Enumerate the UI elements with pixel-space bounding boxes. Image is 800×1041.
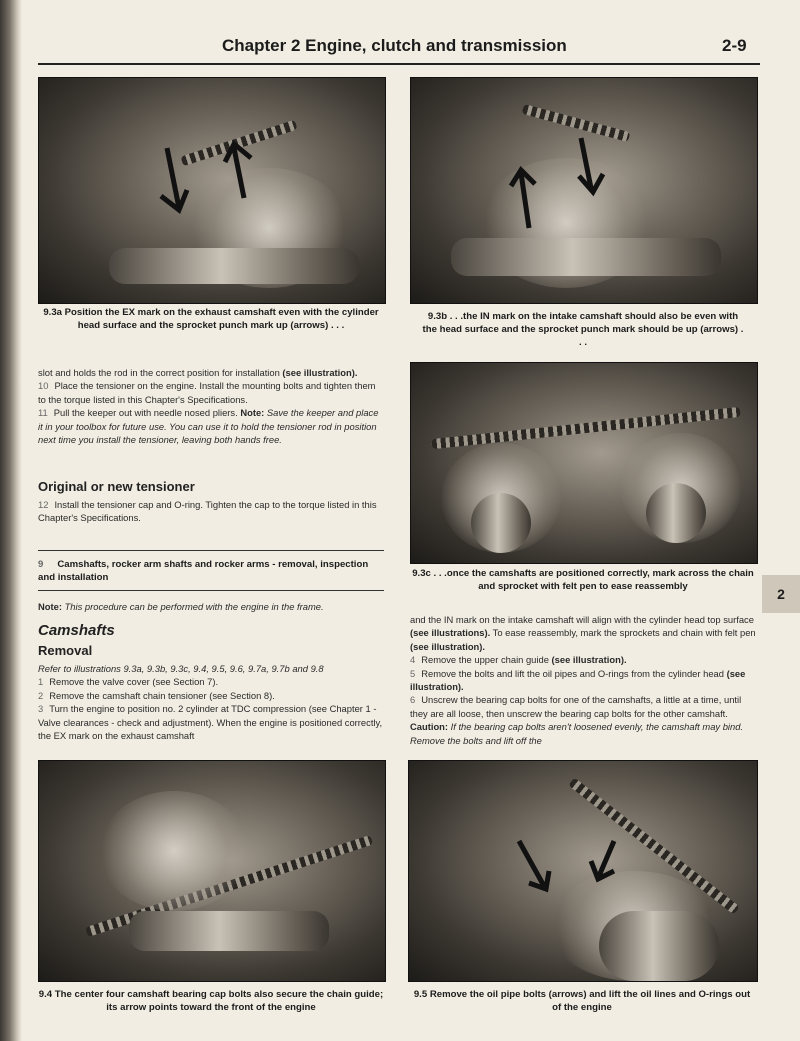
step-4-text: Remove the upper chain guide xyxy=(421,654,549,666)
para-10-num: 10 xyxy=(38,380,49,392)
right-text-block xyxy=(410,613,756,747)
right-cont-text: and the IN mark on the intake camshaft will align with the cylinder head top surface xyxy=(410,614,754,625)
right-cont-text2: To ease reassembly, mark the sprockets and chain with felt pen xyxy=(492,627,756,639)
para-11-num: 11 xyxy=(38,407,48,419)
heading-camshafts: Camshafts xyxy=(38,622,115,639)
para-11-note: Save the keeper and place it in your toolbox for future use. You can use it to hold the tensioner rod in position next time you install the tensioner, leaving both hands free. xyxy=(38,407,379,446)
step-6-num: 6 xyxy=(410,694,416,706)
right-cont-ref: (see illustrations). xyxy=(410,627,491,639)
step-3-num: 3 xyxy=(38,703,44,715)
procedure-note-text: This procedure can be performed with the engine in the frame. xyxy=(64,601,324,612)
left-text-block-1 xyxy=(38,366,384,446)
subhead-original-tensioner: Original or new tensioner xyxy=(38,479,195,494)
step-2-num: 2 xyxy=(38,689,44,701)
para-11-note-label: Note: xyxy=(240,407,265,419)
para-12 xyxy=(38,498,384,525)
arrows-overlay xyxy=(39,78,385,303)
photo-9-3c xyxy=(410,362,758,564)
step-5-num: 5 xyxy=(410,667,416,679)
section-9-num: 9 xyxy=(38,559,44,570)
section-rule-top xyxy=(38,550,384,551)
step-4-num: 4 xyxy=(410,654,416,666)
caption-9-3a: 9.3a Position the EX mark on the exhaust camshaft even with the cylinder head surface and the sprocket punch mark up (arrows) . . . xyxy=(43,307,379,331)
step-3-text: Turn the engine to position no. 2 cylinder at TDC compression (see Chapter 1 - Valve clearances - check and adjustment). When the engine is positioned correctly, the EX mark on the exhaust camshaft xyxy=(38,703,383,742)
removal-steps xyxy=(38,662,384,742)
para-cont-ref: (see illustration). xyxy=(282,367,358,378)
para-12-text: Install the tensioner cap and O-ring. Tighten the cap to the torque listed in this Chapter's Specifications. xyxy=(38,499,377,524)
procedure-note-label: Note: xyxy=(38,601,62,612)
arrows-overlay xyxy=(411,78,757,303)
chapter-title: Chapter 2 Engine, clutch and transmission xyxy=(222,36,567,55)
book-spine-shadow xyxy=(0,0,22,1041)
step-6-text: Unscrew the bearing cap bolts for one of the camshafts, a little at a time, until they are all loose, then unscrew the bearing cap bolts for the other camshaft. xyxy=(410,694,742,719)
photo-9-4 xyxy=(38,760,386,982)
photo-9-3a xyxy=(38,77,386,304)
step-2-text: Remove the camshaft chain tensioner (see Section 8). xyxy=(49,689,275,701)
header-rule xyxy=(38,63,760,65)
para-11-text: Pull the keeper out with needle nosed pliers. xyxy=(53,407,238,419)
section-9-heading xyxy=(38,558,384,584)
step-5-ref: (see illustration). xyxy=(410,667,746,693)
step-4-ref: (see illustration). xyxy=(551,654,627,666)
section-rule-bottom xyxy=(38,590,384,591)
caption-9-3b: 9.3b . . .the IN mark on the intake camshaft should also be even with the head surface and the sprocket punch mark should be up (arrows) . . . xyxy=(422,311,744,348)
subhead-removal: Removal xyxy=(38,643,93,658)
para-12-num: 12 xyxy=(38,499,49,510)
step-5-text: Remove the bolts and lift the oil pipes and O-rings from the cylinder head xyxy=(421,667,724,679)
photo-9-5 xyxy=(408,760,758,982)
caption-9-5: 9.5 Remove the oil pipe bolts (arrows) and lift the oil lines and O-rings out of the engine xyxy=(413,989,751,1013)
para-10-text: Place the tensioner on the engine. Install the mounting bolts and tighten them to the torque listed in this Chapter's Specifications. xyxy=(38,380,376,405)
step-1-text: Remove the valve cover (see Section 7). xyxy=(49,676,219,688)
step-6-caution-label: Caution: xyxy=(410,721,449,733)
caption-9-3c: 9.3c . . .once the camshafts are positioned correctly, mark across the chain and sprocket with felt pen to ease reassembly xyxy=(412,568,754,592)
caption-9-4: 9.4 The center four camshaft bearing cap bolts also secure the chain guide; its arrow points toward the front of the engine xyxy=(38,989,384,1013)
procedure-note xyxy=(38,600,384,613)
refer-illustrations: Refer to illustrations 9.3a, 9.3b, 9.3c, 9.4, 9.5, 9.6, 9.7a, 9.7b and 9.8 xyxy=(38,663,324,674)
step-6-caution: If the bearing cap bolts aren't loosened evenly, the camshaft may bind. Remove the bolts and lift off the xyxy=(410,721,744,746)
page-number: 2-9 xyxy=(722,36,747,55)
section-9-title: Camshafts, rocker arm shafts and rocker arms - removal, inspection and installation xyxy=(38,559,369,583)
arrows-overlay xyxy=(409,761,757,981)
step-1-num: 1 xyxy=(38,676,44,688)
chapter-tab: 2 xyxy=(762,575,800,613)
para-cont-text: slot and holds the rod in the correct position for installation xyxy=(38,367,280,378)
photo-9-3b xyxy=(410,77,758,304)
right-cont-ref2: (see illustration). xyxy=(410,640,486,652)
